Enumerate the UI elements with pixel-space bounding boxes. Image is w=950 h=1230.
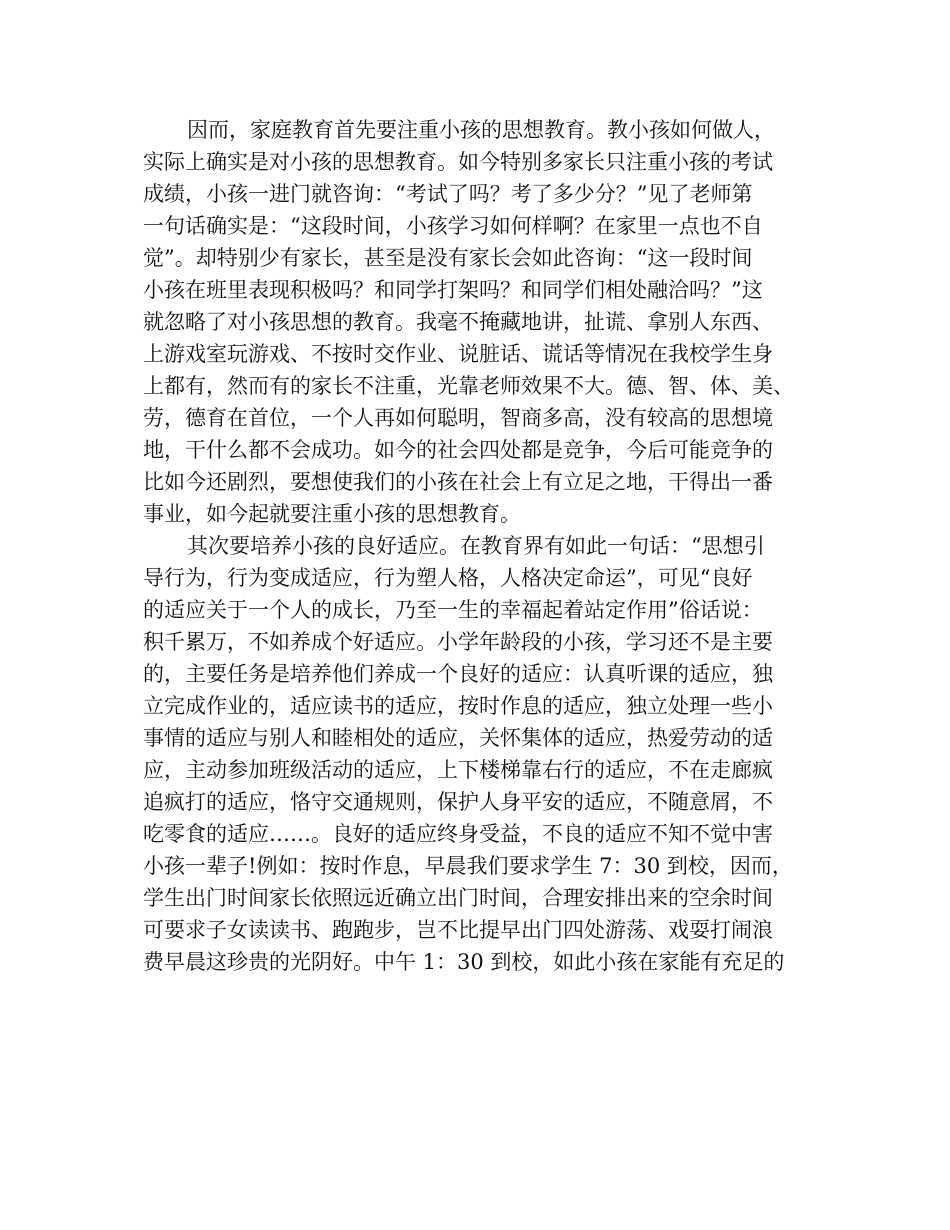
- text-line: 上游戏室玩游戏、不按时交作业、说脏话、谎话等情况在我校学生身: [143, 342, 773, 366]
- text-line: 其次要培养小孩的良好适应。在教育界有如此一句话：“思想引: [187, 534, 765, 558]
- text-line: 劳，德育在首位，一个人再如何聪明，智商多高，没有较高的思想境: [143, 406, 773, 430]
- text-line: 实际上确实是对小孩的思想教育。如今特别多家长只注重小孩的考试: [143, 150, 773, 174]
- text-line: 追疯打的适应，恪守交通规则，保护人身平安的适应，不随意屑，不: [143, 790, 773, 814]
- text-line: 可要求子女读读书、跑跑步，岂不比提早出门四处游荡、戏耍打闹浪: [143, 918, 773, 942]
- text-line: 学生出门时间家长依照远近确立出门时间，合理安排出来的空余时间: [143, 886, 773, 910]
- text-line: 的，主要任务是培养他们养成一个良好的适应：认真听课的适应，独: [143, 662, 773, 686]
- text-line: 积千累万，不如养成个好适应。小学年龄段的小孩，学习还不是主要: [143, 630, 773, 654]
- text-line: 比如今还剧烈，要想使我们的小孩在社会上有立足之地，干得出一番: [143, 470, 773, 494]
- text-line: 小孩在班里表现积极吗？和同学打架吗？和同学们相处融洽吗？”这: [143, 278, 763, 302]
- text-line: 上都有，然而有的家长不注重，光靠老师效果不大。德、智、体、美、: [143, 374, 794, 398]
- text-line: 事业，如今起就要注重小孩的思想教育。: [143, 502, 521, 526]
- text-line: 的适应关于一个人的成长，乃至一生的幸福起着站定作用”俗话说：: [143, 598, 763, 622]
- text-line: 立完成作业的，适应读书的适应，按时作息的适应，独立处理一些小: [143, 694, 773, 718]
- paragraph-thinking-education: [143, 114, 823, 530]
- text-line: 觉”。却特别少有家长，甚至是没有家长会如此咨询：“这一段时间: [143, 246, 753, 270]
- text-line: 地，干什么都不会成功。如今的社会四处都是竞争，今后可能竞争的: [143, 438, 773, 462]
- text-line: 小孩一辈子!例如：按时作息，早晨我们要求学生 7：30 到校，因而，: [143, 854, 793, 878]
- paragraph-good-habits: [143, 530, 823, 978]
- text-line: 导行为，行为变成适应，行为塑人格，人格决定命运”，可见“良好: [143, 566, 753, 590]
- text-line: 一句话确实是：“这段时间，小孩学习如何样啊？在家里一点也不自: [143, 214, 763, 238]
- text-line: 应，主动参加班级活动的适应，上下楼梯靠右行的适应，不在走廊疯: [143, 758, 773, 782]
- text-line: 成绩，小孩一进门就咨询：“考试了吗？考了多少分？”见了老师第: [143, 182, 753, 206]
- text-line: 就忽略了对小孩思想的教育。我毫不掩藏地讲，扯谎、拿别人东西、: [143, 310, 773, 334]
- text-line: 吃零食的适应……。良好的适应终身受益，不良的适应不知不觉中害: [143, 822, 773, 846]
- text-line: 费早晨这珍贵的光阴好。中午 1：30 到校，如此小孩在家能有充足的: [143, 950, 785, 974]
- text-line: 事情的适应与别人和睦相处的适应，关怀集体的适应，热爱劳动的适: [143, 726, 773, 750]
- document-body: [143, 114, 823, 978]
- text-line: 因而，家庭教育首先要注重小孩的思想教育。教小孩如何做人，: [187, 118, 775, 142]
